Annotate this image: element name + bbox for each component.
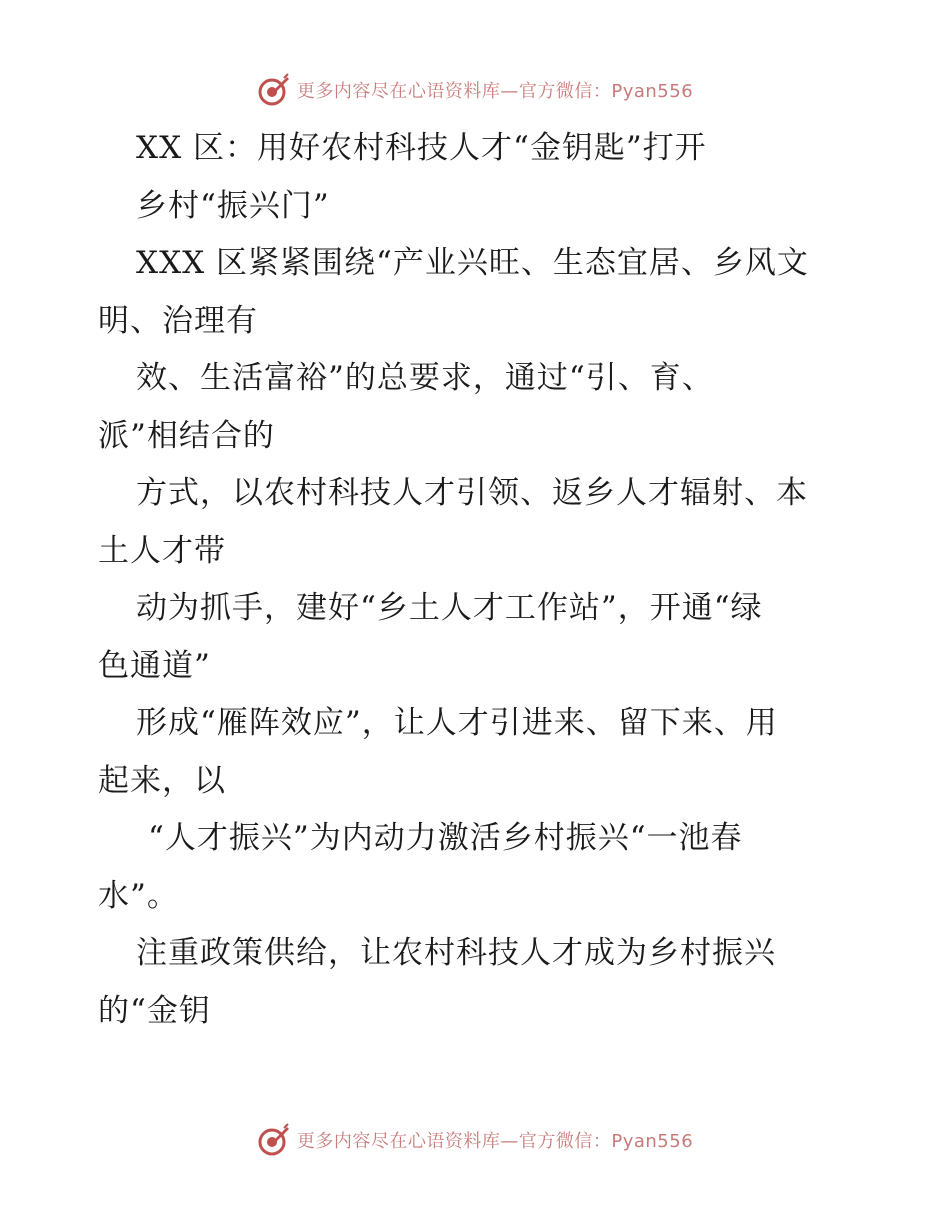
text-line: 色通道” (98, 647, 211, 684)
text-line: 明、治理有 (98, 302, 258, 339)
pen-logo-icon (257, 73, 291, 107)
footer-watermark (0, 1120, 950, 1160)
text-line: 水”。 (98, 877, 179, 914)
text-line: 的“金钥 (98, 992, 211, 1029)
text-line: 动为抓手，建好“乡土人才工作站”，开通“绿 (136, 590, 763, 626)
text-line: 效、生活富裕”的总要求，通过“引、育、 (136, 360, 714, 396)
text-line: 派”相结合的 (98, 417, 275, 454)
text-line: XXX 区紧紧围绕“产业兴旺、生态宜居、乡风文 (136, 245, 809, 281)
watermark-text: 更多内容尽在心语资料库—官方微信：Pyan556 (296, 81, 694, 102)
document-body (98, 120, 858, 1040)
text-line: 方式，以农村科技人才引领、返乡人才辐射、本 (136, 475, 808, 511)
pen-logo-icon (257, 1123, 291, 1157)
text-line: 注重政策供给，让农村科技人才成为乡村振兴 (136, 935, 776, 971)
text-line: 形成“雁阵效应”，让人才引进来、留下来、用 (136, 705, 778, 741)
text-line: “人才振兴”为内动力激活乡村振兴“一池春 (148, 820, 743, 856)
text-line: 起来，以 (98, 762, 226, 799)
watermark-text: 更多内容尽在心语资料库—官方微信：Pyan556 (296, 1131, 694, 1152)
header-watermark (0, 70, 950, 110)
text-line: XX 区：用好农村科技人才“金钥匙”打开 (136, 130, 707, 166)
text-line: 乡村“振兴门” (136, 187, 330, 224)
text-line: 土人才带 (98, 532, 226, 569)
